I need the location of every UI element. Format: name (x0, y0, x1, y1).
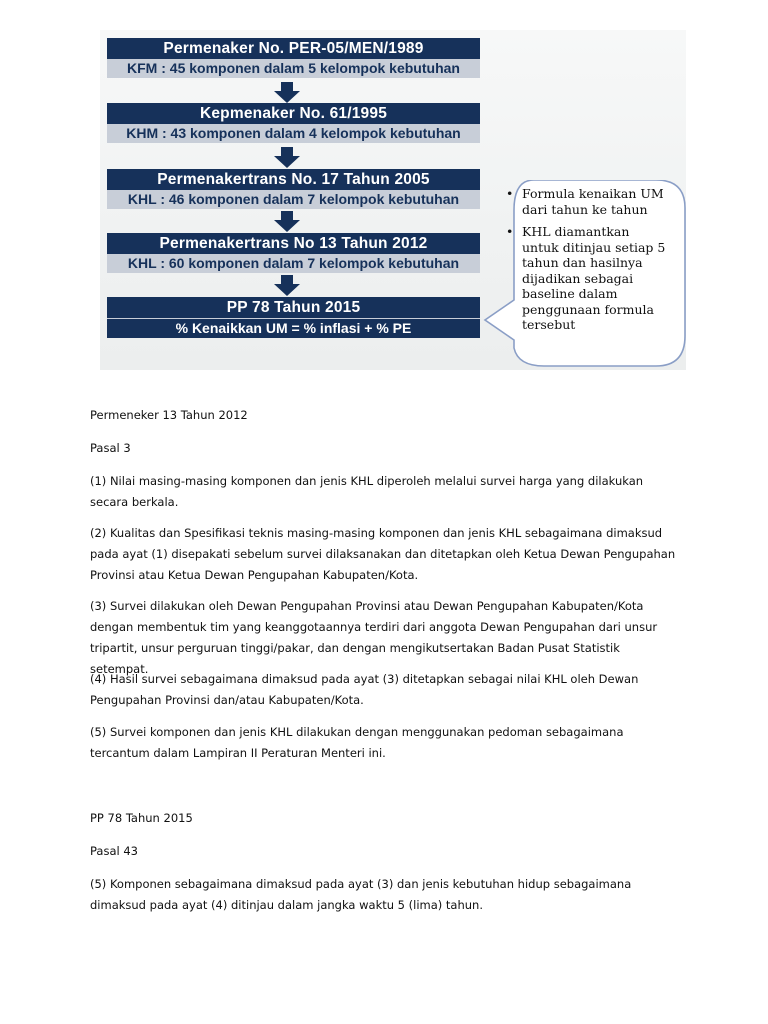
flow-step-1 (107, 38, 480, 78)
flow-step-title: Permenaker No. PER-05/MEN/1989 (107, 38, 480, 59)
regulation-flow-diagram (100, 30, 686, 370)
section-heading: PP 78 Tahun 2015 (90, 811, 193, 825)
paragraph: (3) Survei dilakukan oleh Dewan Pengupahan Provinsi atau Dewan Pengupahan Kabupaten/Kota dengan membentuk tim yang keanggotaannya terdiri dari anggota Dewan Pengupahan dari unsur tripartit, unsur perguruan tinggi/pakar, dan dengan mengikutsertakan Badan Pusat Statistik setempat. (90, 599, 658, 676)
flow-step-subtitle: % Kenaikkan UM = % inflasi + % PE (107, 318, 480, 338)
callout-item-text: KHL diamantkan untuk ditinjau setiap 5 tahun dan hasilnya dijadikan sebagai baseline dalam penggunaan formula tersebut (522, 224, 666, 332)
section-heading: Permeneker 13 Tahun 2012 (90, 408, 248, 422)
bullet-icon: • (506, 224, 514, 239)
flow-step-subtitle: KHL : 60 komponen dalam 7 kelompok kebutuhan (107, 254, 480, 273)
callout-item-text: Formula kenaikan UM dari tahun ke tahun (522, 186, 664, 217)
flow-step-title: Kepmenaker No. 61/1995 (107, 103, 480, 124)
paragraph: (2) Kualitas dan Spesifikasi teknis masing-masing komponen dan jenis KHL sebagaimana dimaksud pada ayat (1) disepakati sebelum survei dilaksanakan dan ditetapkan oleh Ketua Dewan Pengupahan Provinsi atau Ketua Dewan Pengupahan Kabupaten/Kota. (90, 526, 676, 582)
bullet-icon: • (506, 186, 514, 201)
paragraph: (1) Nilai masing-masing komponen dan jenis KHL diperoleh melalui survei harga yang dilakukan secara berkala. (90, 474, 644, 509)
flow-step-subtitle: KFM : 45 komponen dalam 5 kelompok kebutuhan (107, 59, 480, 78)
flow-step-subtitle: KHM : 43 komponen dalam 4 kelompok kebutuhan (107, 124, 480, 143)
flow-step-subtitle: KHL : 46 komponen dalam 7 kelompok kebutuhan (107, 190, 480, 209)
callout-item (506, 186, 666, 217)
paragraph: (5) Komponen sebagaimana dimaksud pada ayat (3) dan jenis kebutuhan hidup sebagaimana dimaksud pada ayat (4) ditinjau dalam jangka waktu 5 (lima) tahun. (90, 877, 632, 912)
article-heading: Pasal 43 (90, 844, 138, 858)
callout-list (506, 186, 666, 340)
callout-item (506, 224, 666, 333)
paragraph: (5) Survei komponen dan jenis KHL dilakukan dengan menggunakan pedoman sebagaimana tercantum dalam Lampiran II Peraturan Menteri ini. (90, 725, 624, 760)
callout-bubble (480, 180, 686, 370)
paragraph: (4) Hasil survei sebagaimana dimaksud pada ayat (3) ditetapkan sebagai nilai KHL oleh Dewan Pengupahan Provinsi dan/atau Kabupaten/Kota. (90, 672, 639, 707)
flow-step-title: Permenakertrans No 13 Tahun 2012 (107, 233, 480, 254)
flow-step-5 (107, 297, 480, 338)
flow-step-2 (107, 103, 480, 143)
flow-step-3 (107, 169, 480, 209)
flow-step-4 (107, 233, 480, 273)
flow-step-title: Permenakertrans No. 17 Tahun 2005 (107, 169, 480, 190)
article-heading: Pasal 3 (90, 441, 131, 455)
flow-step-title: PP 78 Tahun 2015 (107, 297, 480, 318)
